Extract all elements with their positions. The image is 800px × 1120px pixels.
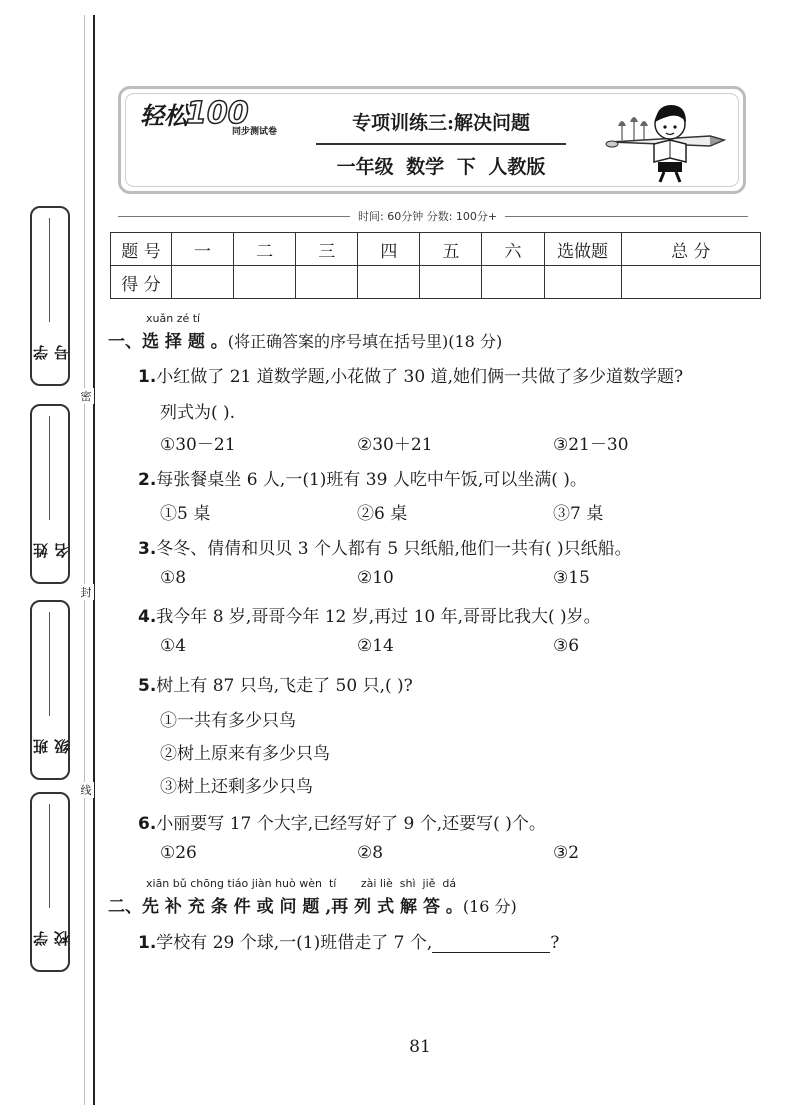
- page-number: 81: [409, 1037, 431, 1057]
- option[interactable]: ①5 桌: [160, 504, 211, 524]
- option[interactable]: ③7 桌: [553, 504, 604, 524]
- binding-mark-close: 封: [78, 584, 94, 600]
- table-header-cell: 总 分: [621, 233, 760, 266]
- option[interactable]: ①4: [160, 636, 187, 656]
- question-text: 冬冬、倩倩和贝贝 3 个人都有 5 只纸船,他们一共有( )只纸船。: [156, 539, 632, 559]
- option[interactable]: ②10: [357, 568, 394, 588]
- page-title: 专项训练三:解决问题: [351, 112, 530, 134]
- question-end: ?: [550, 933, 560, 953]
- option[interactable]: ③21－30: [553, 435, 629, 455]
- question-number: 1.: [138, 933, 157, 953]
- class-field[interactable]: [30, 600, 70, 780]
- binding-mark-seal: 密: [78, 388, 94, 404]
- section2-note: (16 分): [462, 897, 517, 916]
- question-1-line2: 列式为( ).: [160, 403, 236, 423]
- section1-pinyin: xuǎn zé tí: [146, 312, 201, 325]
- brand-logo: [140, 96, 280, 136]
- boy-reading-illustration: [600, 100, 730, 184]
- question-4: [138, 602, 601, 627]
- score-cell[interactable]: [544, 266, 621, 299]
- question-6: [138, 809, 546, 834]
- option[interactable]: ①8: [160, 568, 187, 588]
- table-row: [111, 266, 761, 299]
- question-text: 学校有 29 个球,一(1)班借走了 7 个,: [156, 933, 433, 953]
- write-line: [49, 612, 50, 716]
- section1-note: (将正确答案的序号填在括号里)(18 分): [227, 332, 503, 351]
- binding-line: [93, 15, 95, 1105]
- binding-guide-line: [84, 15, 85, 1105]
- table-header-cell: 选做题: [544, 233, 621, 266]
- question-3: [138, 534, 632, 559]
- school-field[interactable]: [30, 792, 70, 972]
- score-cell[interactable]: [358, 266, 420, 299]
- question-text: 树上有 87 只鸟,飞走了 50 只,( )?: [156, 676, 413, 696]
- table-header-cell: 题 号: [111, 233, 172, 266]
- table-row: [111, 233, 761, 266]
- student-name-field[interactable]: [30, 404, 70, 584]
- question-number: 6.: [138, 814, 157, 834]
- answer-blank[interactable]: [432, 936, 550, 953]
- table-header-cell: 二: [234, 233, 296, 266]
- score-cell[interactable]: [234, 266, 296, 299]
- score-cell[interactable]: [621, 266, 760, 299]
- student-number-label: 学 号: [32, 331, 71, 361]
- score-cell[interactable]: [172, 266, 234, 299]
- brand-name: 轻松: [140, 102, 188, 130]
- section2-pinyin: xiān bǔ chōng tiáo jiàn huò wèn tí zài liè shì jiě dá: [146, 877, 457, 890]
- school-label: 学 校: [32, 917, 71, 947]
- class-label: 班 级: [32, 725, 71, 755]
- title-divider: [316, 143, 566, 145]
- question-5: [138, 671, 413, 696]
- score-cell[interactable]: [482, 266, 544, 299]
- option[interactable]: ②8: [357, 843, 384, 863]
- question-number: 2.: [138, 470, 157, 490]
- table-header-cell: 三: [296, 233, 358, 266]
- student-number-field[interactable]: [30, 206, 70, 386]
- question-1: [138, 362, 683, 387]
- section2-heading: [108, 892, 517, 917]
- question-text: 我今年 8 岁,哥哥今年 12 岁,再过 10 年,哥哥比我大( )岁。: [156, 607, 601, 627]
- question-number: 1.: [138, 367, 157, 387]
- section1-title: 一、选 择 题 。: [108, 332, 228, 352]
- option[interactable]: ③2: [553, 843, 580, 863]
- section2-title: 二、先 补 充 条 件 或 问 题 ,再 列 式 解 答 。: [108, 897, 463, 917]
- option[interactable]: ①26: [160, 843, 197, 863]
- write-line: [49, 804, 50, 908]
- option[interactable]: ①30－21: [160, 435, 236, 455]
- time-score-info: 时间: 60分钟 分数: 100分+: [350, 208, 505, 224]
- table-header-cell: 五: [420, 233, 482, 266]
- page-subtitle: 一年级 数学 下 人教版: [336, 156, 546, 178]
- option[interactable]: ②14: [357, 636, 394, 656]
- question-number: 3.: [138, 539, 157, 559]
- table-header-cell: 四: [358, 233, 420, 266]
- option[interactable]: ③15: [553, 568, 590, 588]
- student-name-label: 姓 名: [32, 529, 71, 559]
- section1-heading: [108, 327, 502, 352]
- table-header-cell: 六: [482, 233, 544, 266]
- option[interactable]: ②6 桌: [357, 504, 408, 524]
- option[interactable]: ②树上原来有多少只鸟: [160, 744, 330, 764]
- binding-mark-line: 线: [78, 782, 94, 798]
- table-header-cell: 一: [172, 233, 234, 266]
- option[interactable]: ③树上还剩多少只鸟: [160, 777, 313, 797]
- score-row-label: 得 分: [111, 266, 172, 299]
- option[interactable]: ①一共有多少只鸟: [160, 711, 296, 731]
- question-text: 小红做了 21 道数学题,小花做了 30 道,她们俩一共做了多少道数学题?: [156, 367, 684, 387]
- score-cell[interactable]: [420, 266, 482, 299]
- question-text: 每张餐桌坐 6 人,一(1)班有 39 人吃中午饭,可以坐满( )。: [156, 470, 587, 490]
- score-cell[interactable]: [296, 266, 358, 299]
- brand-subtitle: 同步测试卷: [232, 127, 278, 137]
- score-table: [110, 232, 761, 299]
- brand-number: 100: [186, 96, 249, 131]
- write-line: [49, 218, 50, 322]
- question-text: 小丽要写 17 个大字,已经写好了 9 个,还要写( )个。: [156, 814, 546, 834]
- section2-question-1: [138, 928, 559, 953]
- option[interactable]: ②30＋21: [357, 435, 433, 455]
- question-number: 4.: [138, 607, 157, 627]
- question-number: 5.: [138, 676, 157, 696]
- option[interactable]: ③6: [553, 636, 580, 656]
- write-line: [49, 416, 50, 520]
- question-2: [138, 465, 587, 490]
